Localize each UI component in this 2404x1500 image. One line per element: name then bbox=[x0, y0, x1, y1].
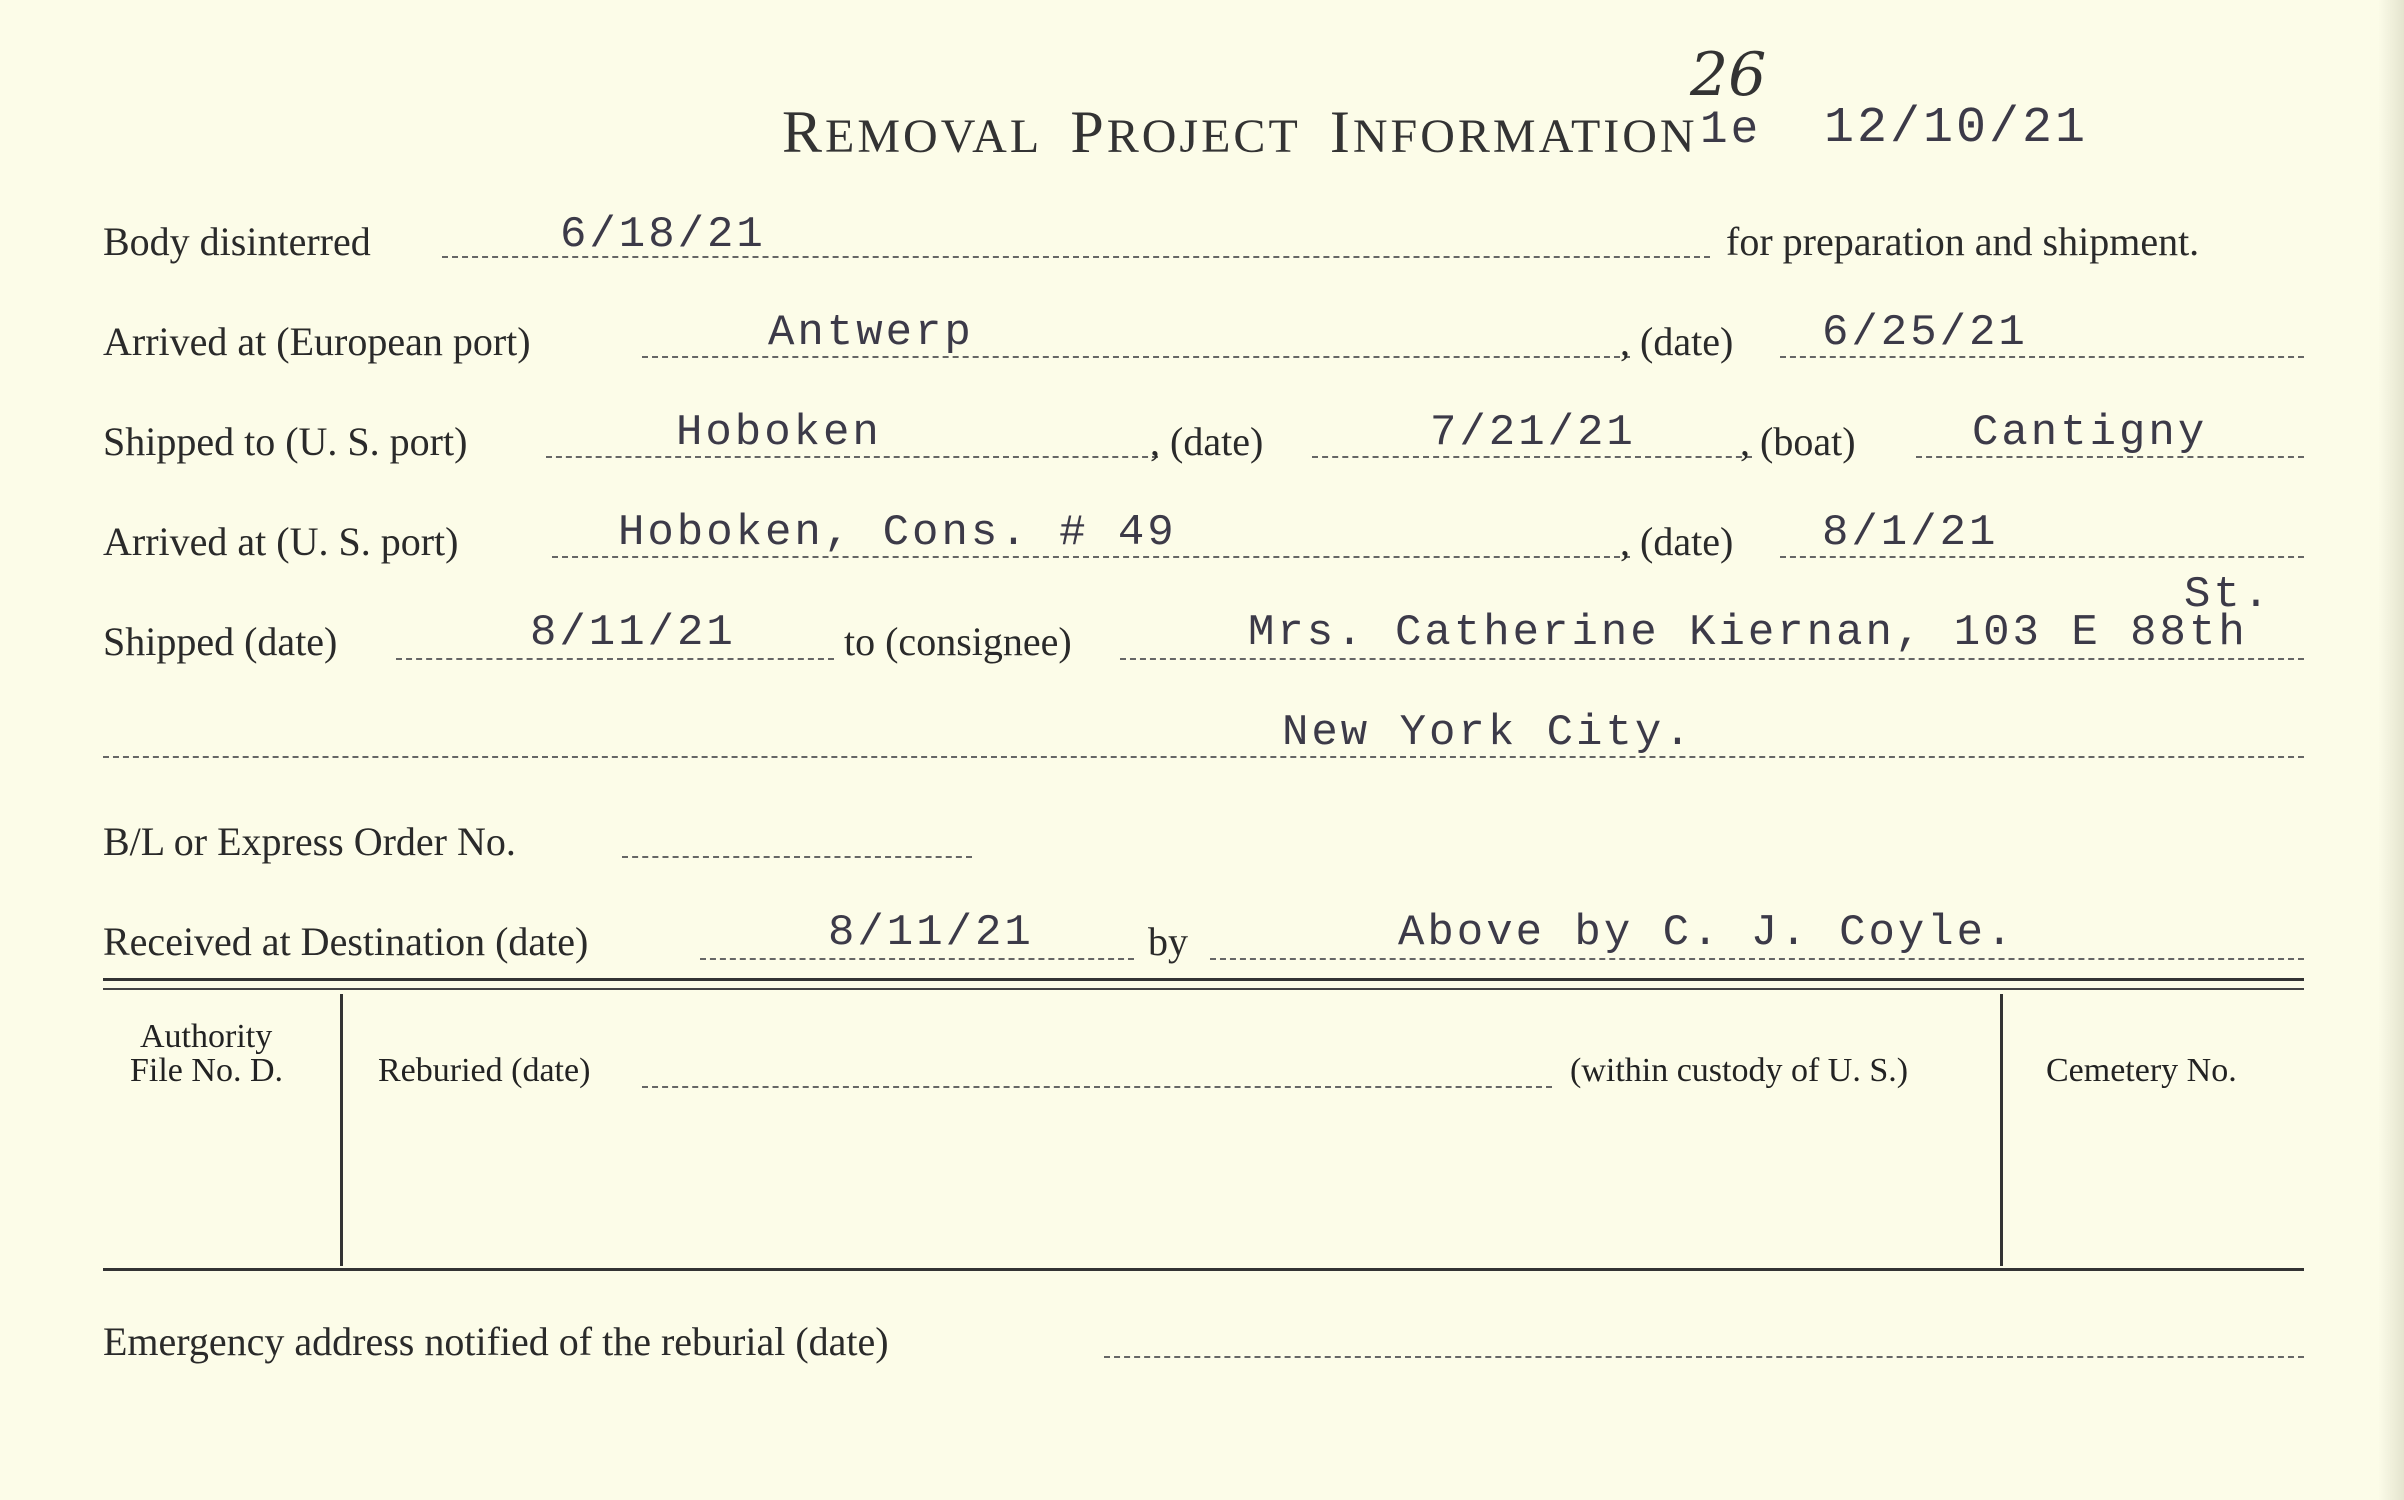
emergency-line bbox=[1104, 1356, 2304, 1358]
shipped-date-label: Shipped (date) bbox=[103, 619, 338, 664]
received-by-line bbox=[1210, 958, 2304, 960]
received-by-value: Above by C. J. Coyle. bbox=[1398, 908, 2016, 958]
us-shipped-date-label: , (date) bbox=[1150, 419, 1264, 464]
us-arrived-date-label: , (date) bbox=[1620, 519, 1734, 564]
european-date-value: 6/25/21 bbox=[1822, 308, 2028, 358]
bl-order-label: B/L or Express Order No. bbox=[103, 819, 516, 864]
table-bottom-rule bbox=[103, 1268, 2304, 1271]
received-date-value: 8/11/21 bbox=[828, 908, 1034, 958]
us-port-arrived-value: Hoboken, Cons. # 49 bbox=[618, 508, 1177, 558]
shipped-date-line bbox=[396, 658, 834, 660]
disinterred-label: Body disinterred bbox=[103, 219, 371, 264]
us-port-arrived-label: Arrived at (U. S. port) bbox=[103, 519, 459, 564]
consignee-continuation-line bbox=[103, 756, 2304, 758]
us-arrived-date-value: 8/1/21 bbox=[1822, 508, 1999, 558]
boat-label: , (boat) bbox=[1740, 419, 1856, 464]
european-port-label: Arrived at (European port) bbox=[103, 319, 531, 364]
consignee-extra: St. bbox=[2184, 570, 2273, 620]
cemetery-label: Cemetery No. bbox=[2046, 1052, 2237, 1089]
header-handwritten-code: 26 bbox=[1690, 40, 1767, 110]
consignee-label: to (consignee) bbox=[844, 619, 1072, 664]
us-port-shipped-label: Shipped to (U. S. port) bbox=[103, 419, 468, 464]
reburied-line bbox=[642, 1086, 1552, 1088]
received-label: Received at Destination (date) bbox=[103, 919, 589, 964]
card-edge-shadow bbox=[2378, 0, 2404, 1500]
card-title bbox=[782, 98, 1698, 167]
consignee-line bbox=[1120, 658, 2304, 660]
consignee-line2: New York City. bbox=[1282, 708, 1694, 758]
title-cap-2: P bbox=[1070, 99, 1107, 165]
us-shipped-date-value: 7/21/21 bbox=[1430, 408, 1636, 458]
shipped-date-value: 8/11/21 bbox=[530, 608, 736, 658]
european-port-value: Antwerp bbox=[768, 308, 974, 358]
custody-label: (within custody of U. S.) bbox=[1570, 1052, 1909, 1089]
authority-label-1: Authority bbox=[140, 1018, 273, 1055]
table-top-rule-2 bbox=[103, 988, 2304, 990]
table-top-rule bbox=[103, 978, 2304, 981]
title-rest-1: EMOVAL bbox=[825, 110, 1041, 163]
emergency-label: Emergency address notified of the reburial (date) bbox=[103, 1319, 889, 1364]
boat-value: Cantigny bbox=[1972, 408, 2208, 458]
consignee-value: Mrs. Catherine Kiernan, 103 E 88th bbox=[1248, 608, 2248, 658]
reburied-label: Reburied (date) bbox=[378, 1052, 591, 1089]
header-date: 12/10/21 bbox=[1824, 100, 2089, 157]
authority-label-2: File No. D. bbox=[130, 1052, 283, 1089]
bl-order-line bbox=[622, 856, 972, 858]
received-date-line bbox=[700, 958, 1134, 960]
header-code: 1e bbox=[1700, 104, 1762, 156]
disinterred-suffix: for preparation and shipment. bbox=[1726, 219, 2200, 264]
table-divider-2 bbox=[2000, 994, 2003, 1266]
european-date-label: , (date) bbox=[1620, 319, 1734, 364]
title-rest-3: NFORMATION bbox=[1352, 110, 1698, 163]
disinterred-value: 6/18/21 bbox=[560, 210, 766, 260]
received-by-label: by bbox=[1148, 919, 1188, 964]
title-cap-1: R bbox=[782, 99, 826, 165]
table-divider-1 bbox=[340, 994, 343, 1266]
us-port-shipped-value: Hoboken bbox=[676, 408, 882, 458]
title-rest-2: ROJECT bbox=[1106, 110, 1300, 163]
title-cap-3: I bbox=[1329, 99, 1353, 165]
